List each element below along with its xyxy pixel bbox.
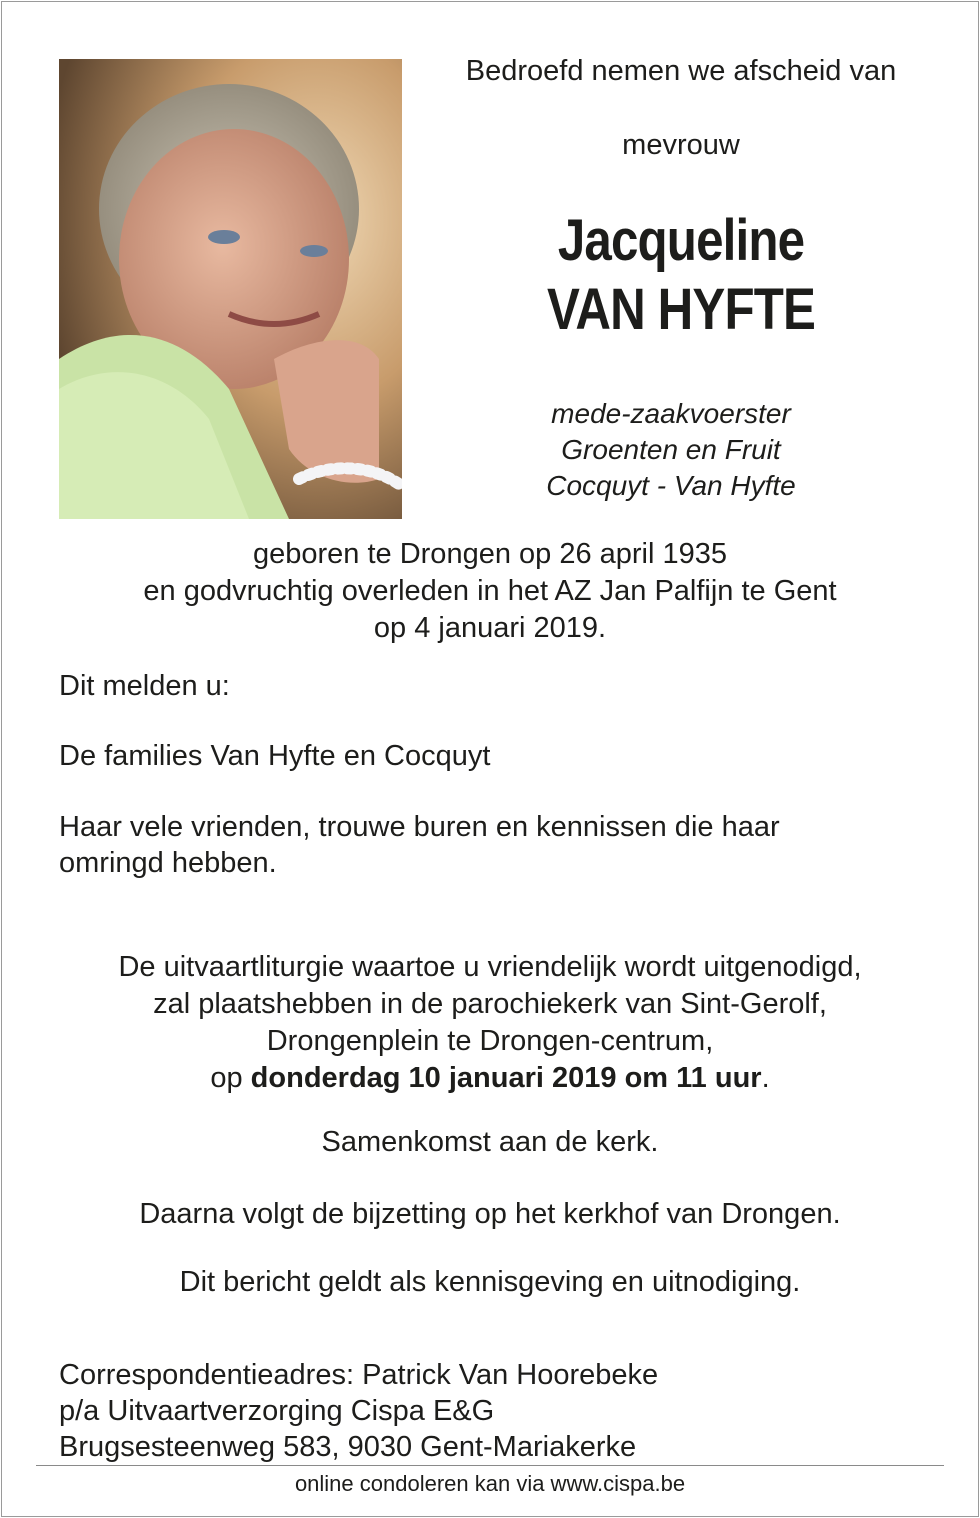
funeral-line-2: zal plaatshebben in de parochiekerk van Sint-Gerolf, — [153, 988, 827, 1020]
birth-death-block — [40, 536, 940, 647]
deceased-name — [459, 206, 903, 344]
funeral-block — [40, 949, 940, 1097]
correspondence-line-1: Correspondentieadres: Patrick Van Hoorebeke — [59, 1359, 659, 1391]
funeral-date-line — [40, 1060, 940, 1097]
correspondence-line-2: p/a Uitvaartverzorging Cispa E&G — [59, 1395, 495, 1427]
funeral-line-1: De uitvaartliturgie waartoe u vriendelijk wordt uitgenodigd, — [118, 951, 862, 983]
portrait-photo — [59, 59, 402, 519]
footer-text: online condoleren kan via www.cispa.be — [294, 1471, 686, 1496]
role-line-1: mede-zaakvoerster — [551, 398, 791, 429]
funeral-line-3: Drongenplein te Drongen-centrum, — [266, 1025, 714, 1057]
role-block — [420, 396, 922, 504]
friends-line-1: Haar vele vrienden, trouwe buren en kennissen die haar — [59, 811, 780, 843]
correspondence-block — [59, 1357, 919, 1465]
gathering-text: Samenkomst aan de kerk. — [321, 1126, 659, 1158]
first-name: Jacqueline — [557, 208, 805, 273]
burial-text: Daarna volgt de bijzetting op het kerkhof van Drongen. — [139, 1198, 841, 1230]
notice-text: Dit bericht geldt als kennisgeving en uitnodiging. — [179, 1266, 801, 1298]
announce-intro: Dit melden u: — [59, 670, 230, 702]
footer-divider — [36, 1465, 944, 1466]
death-line: en godvruchtig overleden in het AZ Jan Palfijn te Gent — [143, 575, 837, 607]
role-line-2: Groenten en Fruit — [561, 434, 781, 465]
birth-line: geboren te Drongen op 26 april 1935 — [252, 538, 728, 570]
honorific: mevrouw — [622, 129, 740, 161]
funeral-date: donderdag 10 januari 2019 om 11 uur — [250, 1062, 762, 1094]
role-line-3: Cocquyt - Van Hyfte — [546, 470, 796, 501]
death-date-line: op 4 januari 2019. — [373, 612, 607, 644]
funeral-date-suffix: . — [761, 1062, 770, 1094]
correspondence-line-3: Brugsesteenweg 583, 9030 Gent-Mariakerke — [59, 1431, 637, 1463]
announce-families: De families Van Hyfte en Cocquyt — [59, 740, 491, 772]
funeral-date-prefix: op — [210, 1062, 251, 1094]
last-name: VAN HYFTE — [546, 277, 816, 342]
announce-friends — [59, 809, 919, 881]
friends-line-2: omringd hebben. — [59, 847, 277, 879]
intro-text: Bedroefd nemen we afscheid van — [465, 55, 897, 87]
